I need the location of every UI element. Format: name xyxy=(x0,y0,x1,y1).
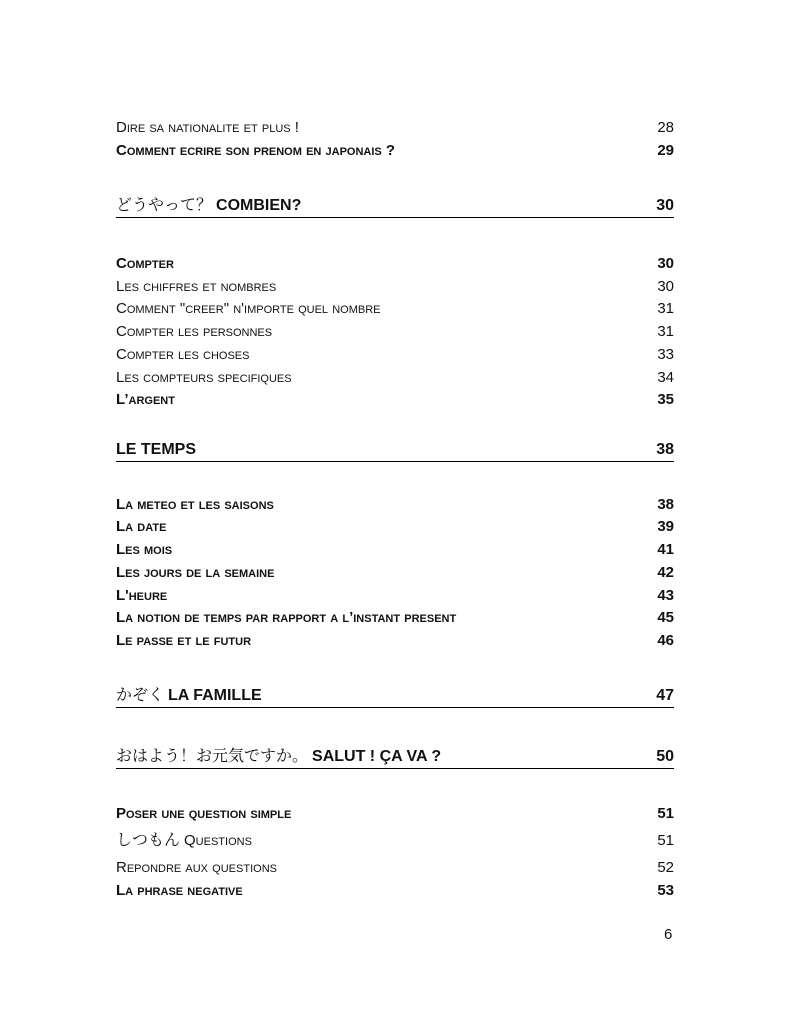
toc-entry-title: Dire sa nationalite et plus ! xyxy=(116,119,299,136)
toc-entry[interactable] xyxy=(116,541,674,559)
toc-entry-page: 45 xyxy=(657,609,674,626)
toc-entry[interactable] xyxy=(116,323,674,341)
toc-entry-page: 51 xyxy=(657,805,674,822)
toc-entry-title: Les chiffres et nombres xyxy=(116,278,277,295)
toc-entry-page: 41 xyxy=(657,541,674,558)
toc-entry[interactable] xyxy=(116,831,674,850)
toc-entry-page: 43 xyxy=(657,587,674,604)
toc-entry-page: 28 xyxy=(657,119,674,136)
toc-entry[interactable] xyxy=(116,609,674,627)
toc-entry[interactable] xyxy=(116,518,674,536)
toc-entry-title: Poser une question simple xyxy=(116,805,292,822)
toc-entry-title: Le passe et le futur xyxy=(116,632,252,649)
toc-entry-title: La date xyxy=(116,518,167,535)
toc-entry-title: Les mois xyxy=(116,541,173,558)
toc-entry[interactable] xyxy=(116,496,674,514)
section-jp-title: かぞく xyxy=(116,685,165,704)
toc-entry-title: L’argent xyxy=(116,391,175,408)
toc-entry-page: 46 xyxy=(657,632,674,649)
toc-entry-page: 42 xyxy=(657,564,674,581)
toc-entry-title: La meteo et les saisons xyxy=(116,496,274,513)
toc-entry-page: 35 xyxy=(657,391,674,408)
toc-entry[interactable] xyxy=(116,119,674,137)
section-title: COMBIEN? xyxy=(216,197,302,214)
toc-entry-title: Questions xyxy=(184,832,252,849)
page-number: 6 xyxy=(664,926,673,943)
toc-entry[interactable] xyxy=(116,300,674,318)
toc-entry-page: 29 xyxy=(657,142,674,159)
toc-entry-page: 51 xyxy=(657,832,674,849)
toc-entry-page: 30 xyxy=(657,278,674,295)
toc-section-heading[interactable] xyxy=(116,746,674,769)
section-jp-title: どうやって？ xyxy=(116,195,213,214)
toc-entry-title: Compter xyxy=(116,255,174,272)
toc-entry-page: 38 xyxy=(657,496,674,513)
toc-section-heading[interactable] xyxy=(116,440,674,462)
toc-entry-page: 52 xyxy=(657,859,674,876)
toc-entry-jp-title: しつもん xyxy=(116,830,181,849)
table-of-contents xyxy=(116,0,674,1024)
toc-entry-title: Les jours de la semaine xyxy=(116,564,275,581)
toc-entry-page: 31 xyxy=(657,323,674,340)
toc-entry[interactable] xyxy=(116,882,674,900)
toc-entry[interactable] xyxy=(116,346,674,364)
toc-section-heading[interactable] xyxy=(116,685,674,708)
section-page: 30 xyxy=(656,197,674,214)
toc-entry[interactable] xyxy=(116,278,674,296)
toc-entry-title: Repondre aux questions xyxy=(116,859,277,876)
section-page: 47 xyxy=(656,687,674,704)
toc-entry-title: Les compteurs specifiques xyxy=(116,369,292,386)
section-title: LA FAMILLE xyxy=(168,687,262,704)
toc-entry[interactable] xyxy=(116,142,674,160)
section-title: LE TEMPS xyxy=(116,441,197,458)
section-jp-title: おはよう！お元気ですか。 xyxy=(116,746,309,765)
toc-entry[interactable] xyxy=(116,587,674,605)
toc-entry-title: Compter les choses xyxy=(116,346,250,363)
toc-entry-page: 33 xyxy=(657,346,674,363)
toc-entry[interactable] xyxy=(116,369,674,387)
toc-entry-title: La notion de temps par rapport a l’instant present xyxy=(116,609,457,626)
toc-entry-title: Comment ecrire son prenom en japonais ? xyxy=(116,142,396,159)
section-page: 38 xyxy=(656,441,674,458)
toc-entry-page: 31 xyxy=(657,300,674,317)
toc-entry-title: Compter les personnes xyxy=(116,323,273,340)
toc-entry[interactable] xyxy=(116,564,674,582)
toc-entry-title: Comment "creer" n'importe quel nombre xyxy=(116,300,381,317)
toc-entry-page: 53 xyxy=(657,882,674,899)
toc-entry[interactable] xyxy=(116,255,674,273)
toc-entry[interactable] xyxy=(116,859,674,877)
toc-entry-title: La phrase negative xyxy=(116,882,243,899)
toc-entry[interactable] xyxy=(116,632,674,650)
section-page: 50 xyxy=(656,748,674,765)
toc-entry-page: 30 xyxy=(657,255,674,272)
toc-entry[interactable] xyxy=(116,805,674,823)
toc-section-heading[interactable] xyxy=(116,195,674,218)
section-title: SALUT ! ÇA VA ? xyxy=(312,748,442,765)
toc-entry-page: 39 xyxy=(657,518,674,535)
toc-entry-title: L'heure xyxy=(116,587,168,604)
toc-entry-page: 34 xyxy=(657,369,674,386)
toc-entry[interactable] xyxy=(116,391,674,409)
